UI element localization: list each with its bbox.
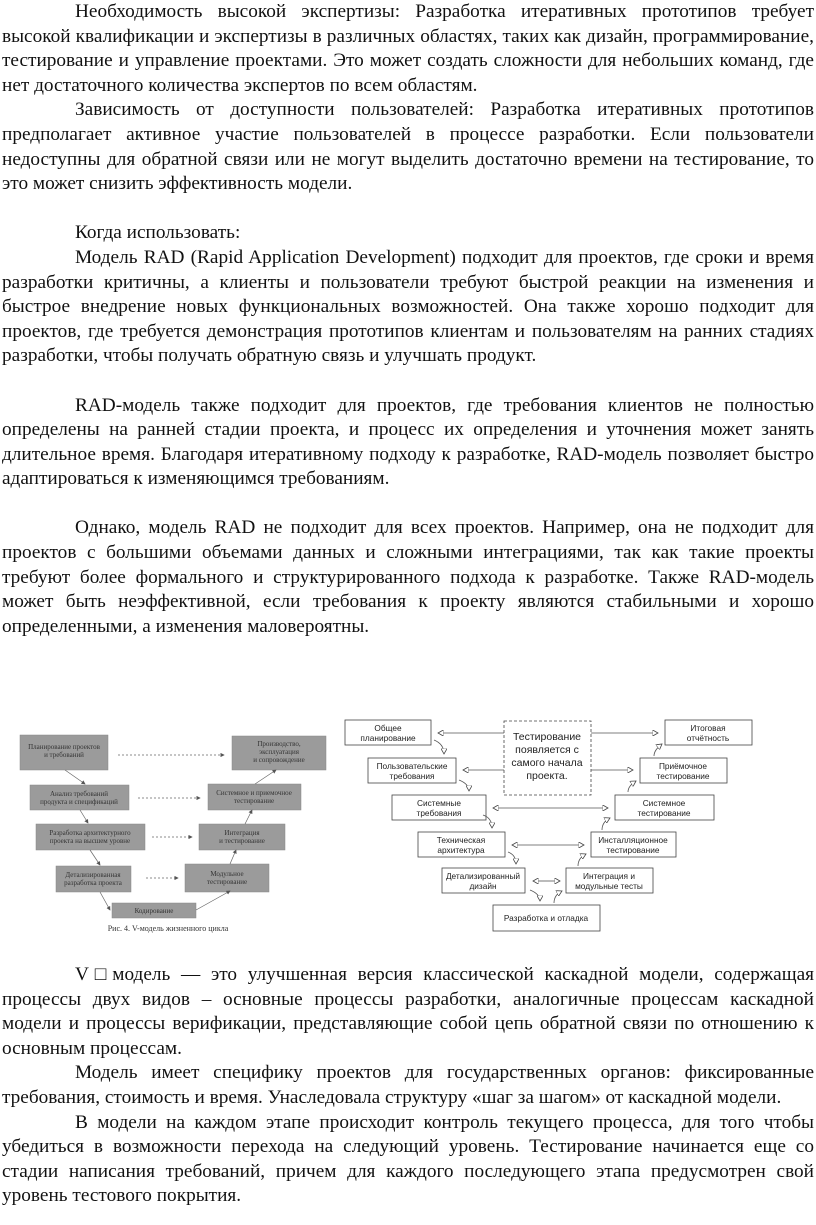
svg-text:Пользовательскиетребования: Пользовательские требования [376, 761, 448, 781]
paragraph: Когда использовать: [75, 222, 241, 244]
paragraph: Модель RAD (Rapid Application Development) подходит для проектов, где сроки и время разработки критичны, а клиенты и пользователи требуют быстрой реакции на изменения и быстрое внедрение новых функциональных возможностей. Она также хорошо подходит для проектов, где требуется демонстрация прототипов клиентам и пользователям на ранних стадиях разработки, чтобы получать обратную связь и улучшать продукт. [2, 246, 814, 367]
paragraph: Модель имеет специфику проектов для государственных органов: фиксированные требования, стоимость и время. Унаследовала структуру «шаг за шагом» от каскадной модели. [2, 1062, 814, 1108]
svg-text:Производство,эксплуатацияи соп: Производство, эксплуатация и сопровождение [253, 740, 305, 764]
paragraph: В модели на каждом этапе происходит контроль текущего процесса, для того чтобы убедиться в возможности перехода на следующий уровень. Тестирование начинается еще со стадии написания требований, причем для каждого последующего этапа предусмотрен свой уровень тестового покрытия. [2, 1111, 814, 1207]
svg-text:Детализированнаяразработка про: Детализированная разработка проекта [64, 871, 122, 887]
svg-text:Детализированныйдизайн: Детализированный дизайн [445, 871, 521, 891]
svg-text:Общеепланирование: Общее планирование [360, 723, 416, 743]
text-section-top [2, 0, 814, 639]
svg-text:Системноетестирование: Системное тестирование [637, 798, 691, 818]
svg-text:Итоговаяотчётность: Итоговая отчётность [686, 723, 730, 743]
svg-text:Разработка архитектурногопроек: Разработка архитектурного проекта на высшем уровне [49, 829, 131, 845]
left-v-model-diagram [20, 735, 326, 933]
text-section-bottom [2, 963, 814, 1209]
paragraph: RAD-модель также подходит для проектов, где требования клиентов не полностью определены на ранней стадии проекта, и процесс их определения и уточнения может занять длительное время. Благодаря итеративному подходу к разработке, RAD-модель позволяет быстро адаптироваться к изменяющимся требованиям. [2, 394, 814, 490]
svg-text:Разработка и отладка: Разработка и отладка [503, 913, 589, 923]
paragraph: V□модель — это улучшенная версия классической каскадной модели, содержащая процессы двух видов – основные процессы разработки, аналогичные процессам каскадной модели и процессы верификации, представляющие собой цепь обратной связи по отношению к основным процессам. [2, 964, 814, 1059]
svg-text:Системныетребования: Системные требования [416, 798, 462, 818]
svg-text:Интеграция имодульные тесты: Интеграция и модульные тесты [575, 871, 643, 891]
svg-text:Инсталляционноетестирование: Инсталляционное тестирование [598, 835, 668, 855]
svg-text:Интеграцияи тестирование: Интеграция и тестирование [219, 829, 265, 845]
svg-text:Анализ требованийпродукта и сп: Анализ требований продукта и спецификаций [40, 790, 118, 806]
svg-text:Приёмочноетестирование: Приёмочное тестирование [656, 761, 710, 781]
svg-text:Кодирование: Кодирование [134, 907, 174, 915]
svg-text:Модульноетестирование: Модульное тестирование [206, 870, 248, 886]
paragraph: Необходимость высокой экспертизы: Разработка итеративных прототипов требует высокой квалификации и экспертизы в различных областях, таких как дизайн, программирование, тестирование и управление проектами. Это может создать сложности для небольших команд, где нет достаточного количества экспертов по всем областям. [2, 1, 814, 96]
right-v-model-diagram [345, 720, 752, 931]
v-model-figures [0, 700, 816, 950]
svg-text:Тестированиепоявляется ссамого: Тестирование появляется с самого начала проекта. [511, 731, 583, 782]
svg-text:Планирование проектови требова: Планирование проектов и требований [28, 743, 100, 759]
svg-text:Системное и приемочноетестиров: Системное и приемочное тестирование [216, 789, 292, 805]
svg-text:Техническаяархитектура: Техническая архитектура [436, 835, 486, 855]
paragraph: Зависимость от доступности пользователей: Разработка итеративных прототипов предполагает активное участие пользователей в процессе разработки. Если пользователи недоступны для обратной связи или не могут выделить достаточно времени на тестирование, то это может снизить эффективность модели. [2, 99, 814, 195]
paragraph: Однако, модель RAD не подходит для всех проектов. Например, она не подходит для проектов с большими объемами данных и сложными интеграциями, так как такие проекты требуют более формального и структурированного подхода к разработке. Также RAD-модель может быть неэффективной, если требования к проекту являются стабильными и хорошо определенными, а изменения маловероятны. [2, 517, 814, 637]
figure-caption: Рис. 4. V-модель жизненного цикла [107, 924, 229, 933]
